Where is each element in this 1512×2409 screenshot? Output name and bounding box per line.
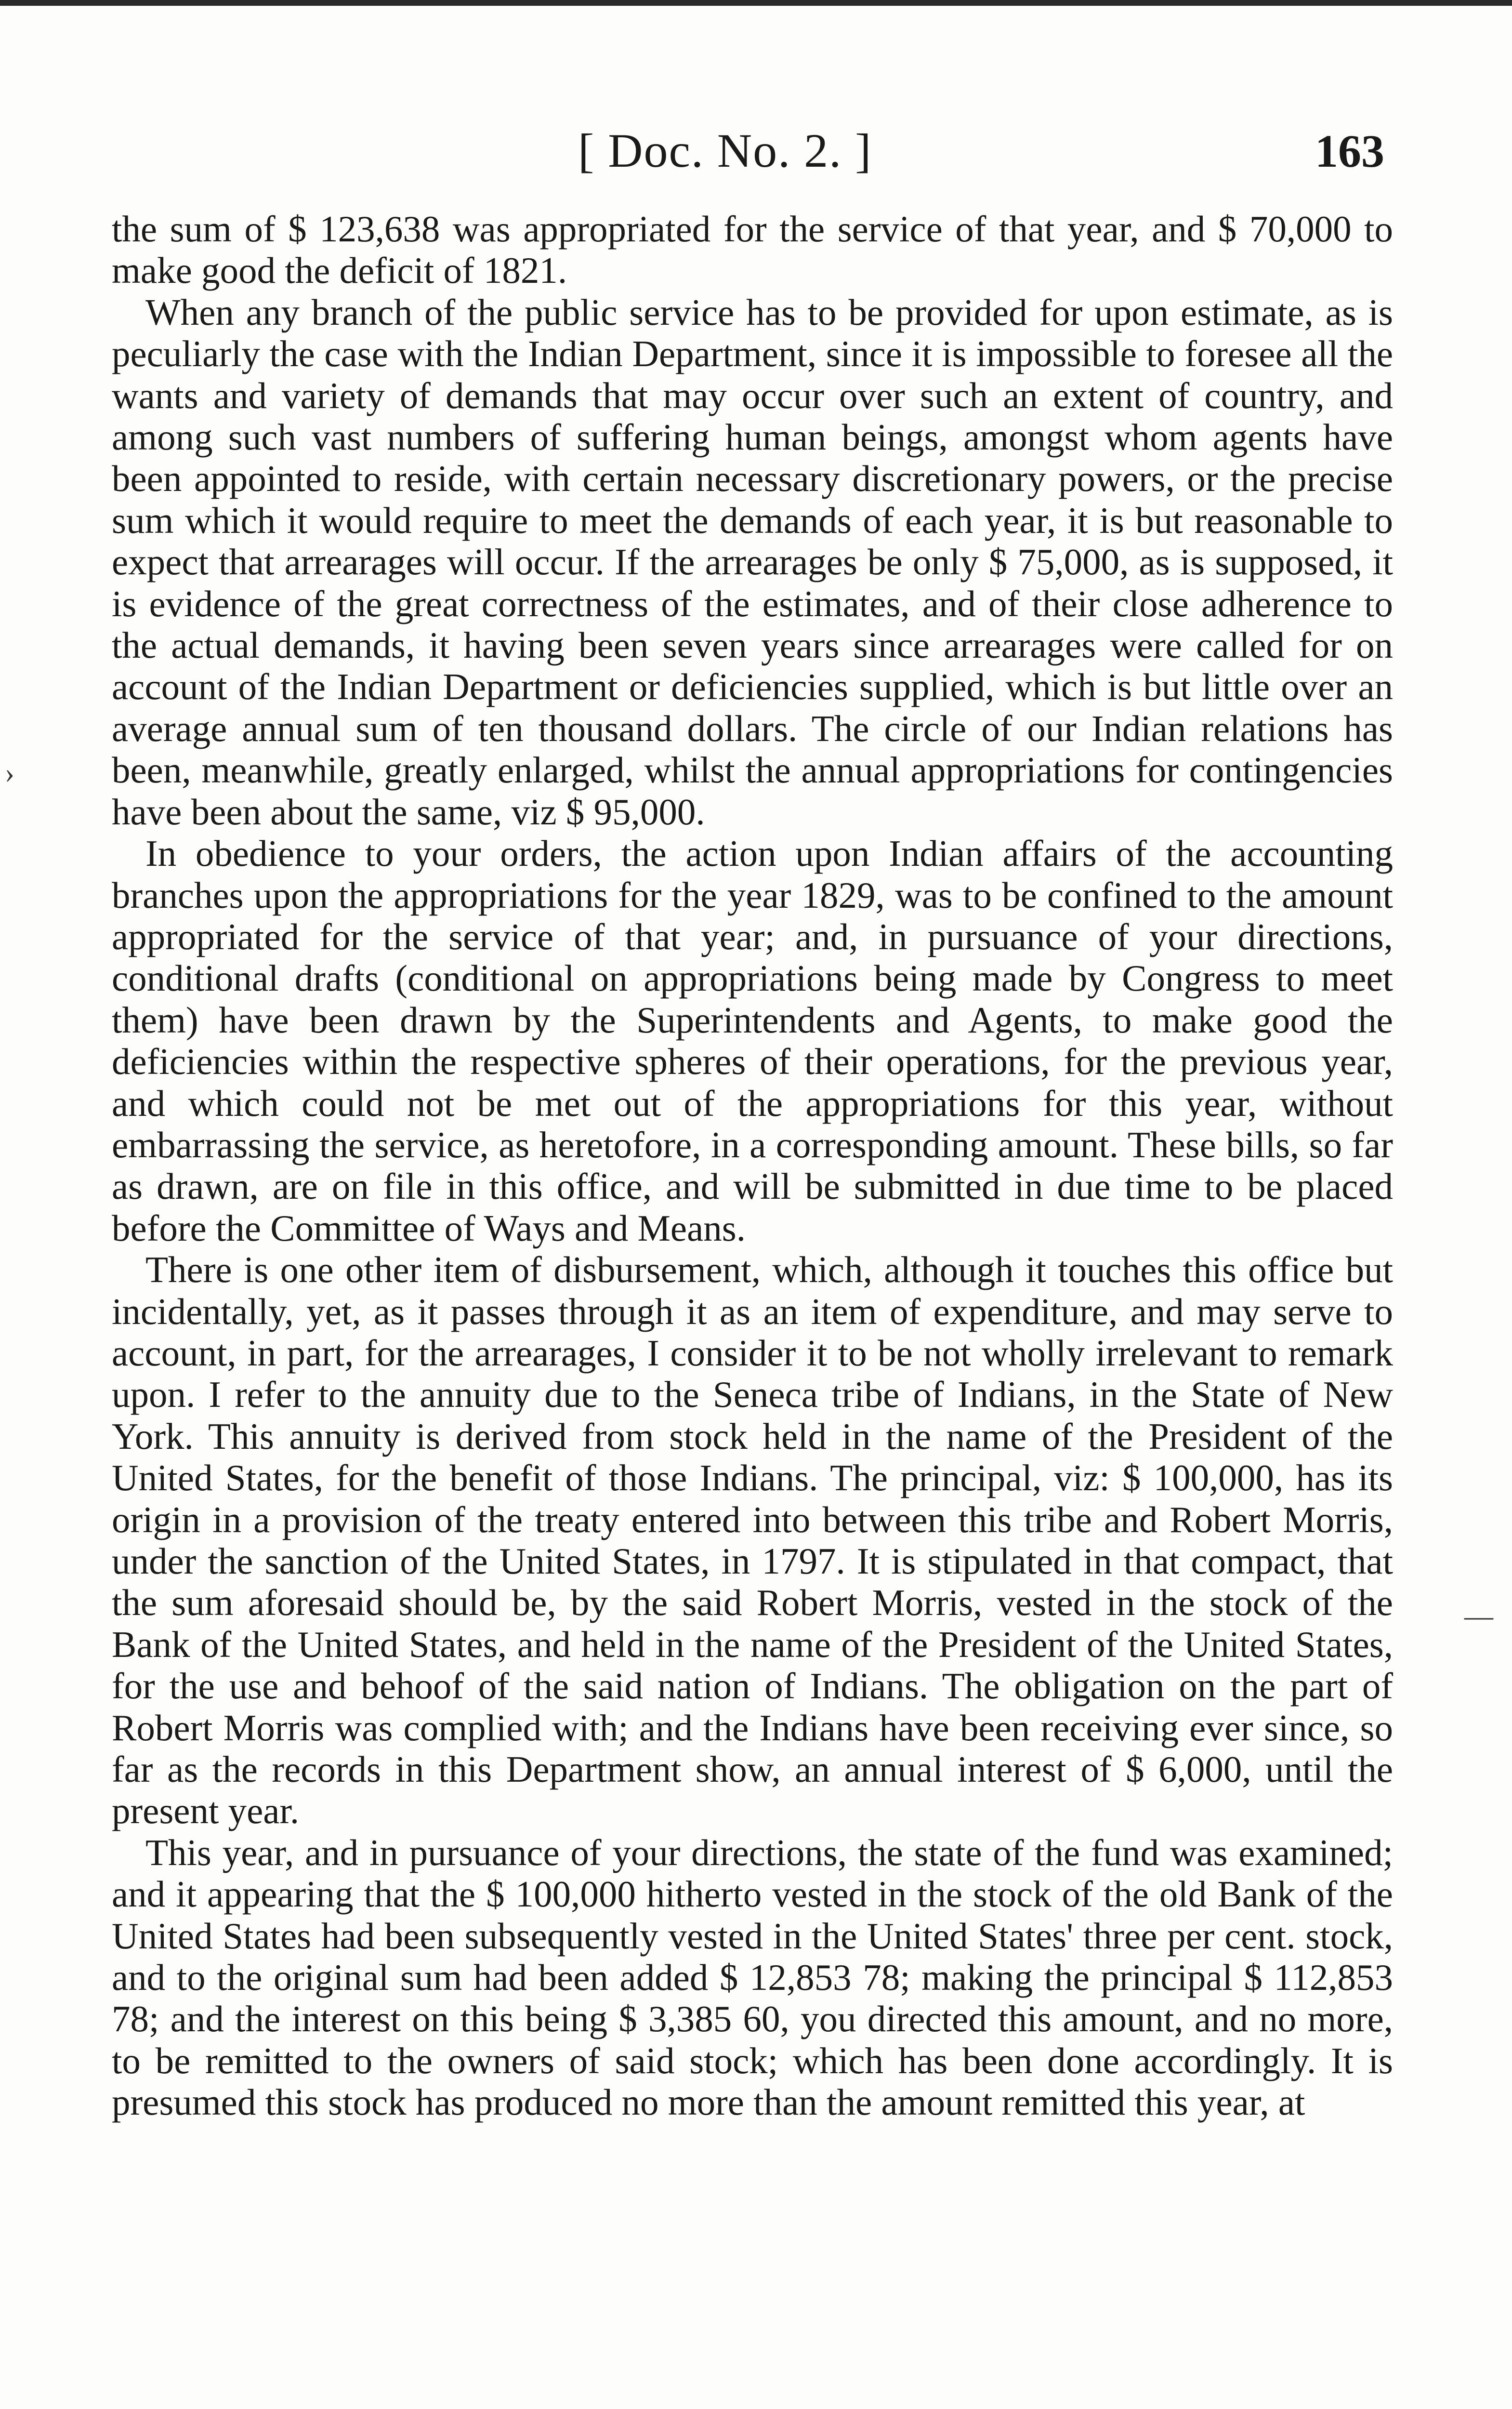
- margin-mark-right: —: [1464, 1600, 1493, 1632]
- paragraph-obedience: In obedience to your orders, the action upon Indian affairs of the accounting branches upon the appropriations for the year 1829, was to be confined to the amount appropriated for the service of that year; and, in pursuance of your directions, conditional drafts (conditional on appropriations being made by Congress to meet them) have been drawn by the Superintendents and Agents, to make good the deficiencies within the respective spheres of their operations, for the previous year, and which could not be met out of the appropriations for this year, without embarrassing the service, as heretofore, in a corresponding amount. These bills, so far as drawn, are on file in this office, and will be submitted in due time to be placed before the Committee of Ways and Means.: [112, 833, 1393, 1249]
- paragraph-continued: the sum of $ 123,638 was appropriated for the service of that year, and $ 70,000 to make good the deficit of 1821.: [112, 208, 1393, 291]
- page-number: 163: [1315, 125, 1384, 177]
- paragraph-this-year: This year, and in pursuance of your directions, the state of the fund was examined; and it appearing that the $ 100,000 hitherto vested in the stock of the old Bank of the United States had been subsequently vested in the United States' three per cent. stock, and to the original sum had been added $ 12,853 78; making the principal $ 112,853 78; and the interest on this being $ 3,385 60, you directed this amount, and no more, to be remitted to the owners of said stock; which has been done accordingly. It is presumed this stock has produced no more than the amount remitted this year, at: [112, 1831, 1393, 2123]
- margin-mark-left: ›: [5, 757, 14, 789]
- paragraph-estimate: When any branch of the public service has to be provided for upon estimate, as is peculiarly the case with the Indian Department, since it is impossible to foresee all the wants and variety of demands that may occur over such an extent of country, and among such vast numbers of suffering human beings, amongst whom agents have been appointed to reside, with certain necessary discretionary powers, or the precise sum which it would require to meet the demands of each year, it is but reasonable to expect that arrearages will occur. If the arrearages be only $ 75,000, as is supposed, it is evidence of the great correctness of the estimates, and of their close adherence to the actual demands, it having been seven years since arrearages were called for on account of the Indian Department or deficiencies supplied, which is but little over an average annual sum of ten thousand dollars. The circle of our Indian relations has been, meanwhile, greatly enlarged, whilst the annual appropriations for contingencies have been about the same, viz $ 95,000.: [112, 291, 1393, 833]
- body-text: [112, 208, 1393, 2123]
- running-head: [ Doc. No. 2. ]: [578, 124, 872, 177]
- scan-border: [0, 0, 1512, 6]
- paragraph-disbursement: There is one other item of disbursement, which, although it touches this office but incidentally, yet, as it passes through it as an item of expenditure, and may serve to account, in part, for the arrearages, I consider it to be not wholly irrelevant to remark upon. I refer to the annuity due to the Seneca tribe of Indians, in the State of New York. This annuity is derived from stock held in the name of the President of the United States, for the benefit of those Indians. The principal, viz: $ 100,000, has its origin in a provision of the treaty entered into between this tribe and Robert Morris, under the sanction of the United States, in 1797. It is stipulated in that compact, that the sum aforesaid should be, by the said Robert Morris, vested in the stock of the Bank of the United States, and held in the name of the President of the United States, for the use and behoof of the said nation of Indians. The obligation on the part of Robert Morris was complied with; and the Indians have been receiving ever since, so far as the records in this Department show, an annual interest of $ 6,000, until the present year.: [112, 1249, 1393, 1832]
